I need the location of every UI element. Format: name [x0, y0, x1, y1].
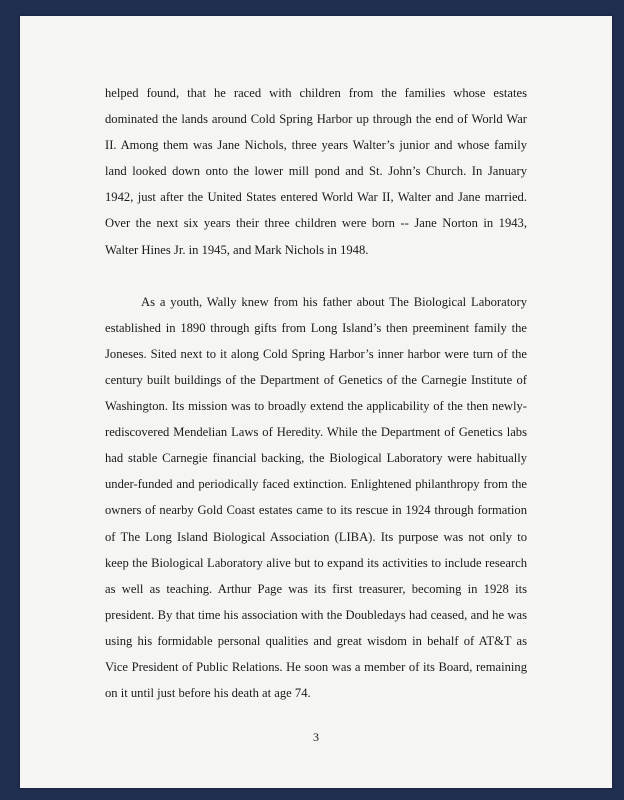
page-number: 3: [313, 730, 319, 744]
document-page: [20, 16, 612, 788]
body-text: [105, 80, 527, 706]
paragraph-continuation: helped found, that he raced with children from the families whose estates dominated the lands around Cold Spring Harbor up through the end of World War II. Among them was Jane Nichols, three years Walter’s junior and whose family land looked down onto the lower mill pond and St. John’s Church. In January 1942, just after the United States entered World War II, Walter and Jane married. Over the next six years their three children were born -- Jane Norton in 1943, Walter Hines Jr. in 1945, and Mark Nichols in 1948.: [105, 86, 527, 257]
paragraph-biological-laboratory: As a youth, Wally knew from his father about The Biological Laboratory established in 1890 through gifts from Long Island’s then preeminent family the Joneses. Sited next to it along Cold Spring Harbor’s inner harbor were turn of the century built buildings of the Department of Genetics of the Carnegie Institute of Washington. Its mission was to broadly extend the applicability of the then newly-rediscovered Mendelian Laws of Heredity. While the Department of Genetics labs had stable Carnegie financial backing, the Biological Laboratory were habitually under-funded and periodically faced extinction. Enlightened philanthropy from the owners of nearby Gold Coast estates came to its rescue in 1924 through formation of The Long Island Biological Association (LIBA). Its purpose was not only to keep the Biological Laboratory alive but to expand its activities to include research as well as teaching. Arthur Page was its first treasurer, becoming in 1928 its president. By that time his association with the Doubledays had ceased, and he was using his formidable personal qualities and great wisdom in behalf of AT&T as Vice President of Public Relations. He soon was a member of its Board, remaining on it until just before his death at age 74.: [105, 294, 527, 701]
